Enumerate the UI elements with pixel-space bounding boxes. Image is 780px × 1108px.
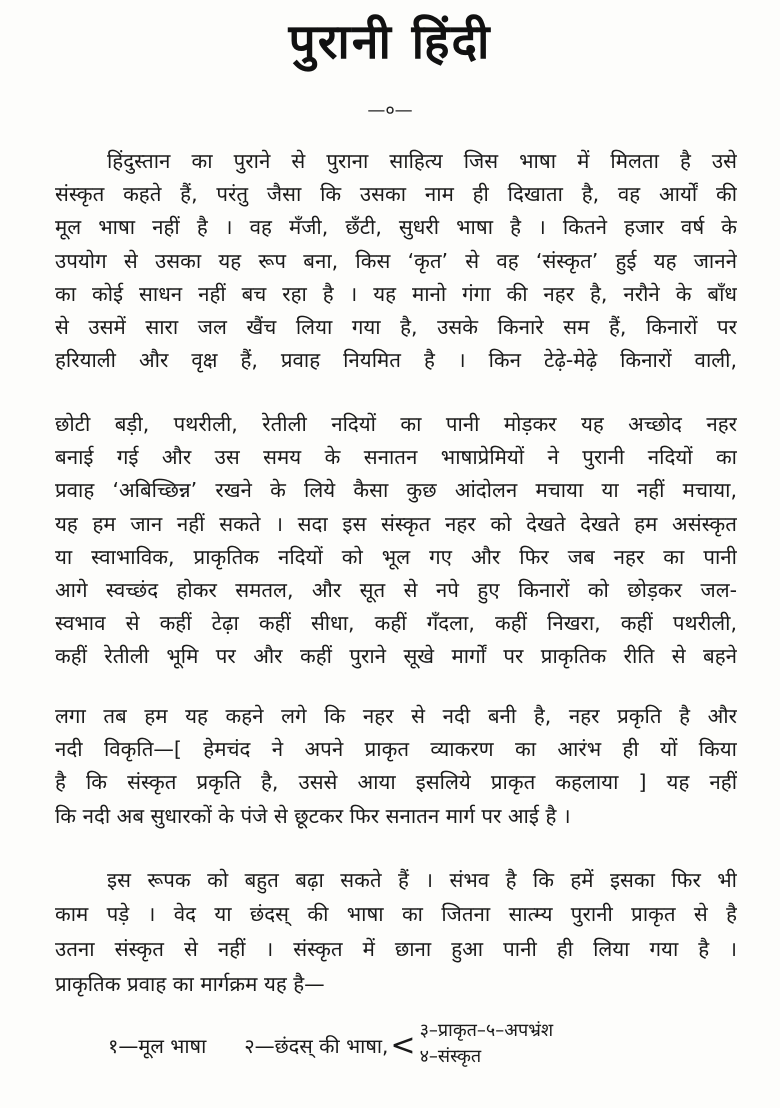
text-line: नदी विकृति—[ हेमचंद ने अपने प्राकृत व्याकरण का आरंभ ही यों किया xyxy=(55,737,737,762)
flow-branch xyxy=(420,1018,554,1070)
text-line: उतना संस्कृत से नहीं । संस्कृत में छाना हुआ पानी ही लिया गया है । xyxy=(55,937,737,962)
text-line: का कोई साधन नहीं बच रहा है । यह मानो गंगा की नहर है, नरौने के बाँध xyxy=(55,281,737,306)
text-line: हरियाली और वृक्ष हैं, प्रवाह नियमित है । किन टेढ़े-मेढ़े किनारों वाली, xyxy=(55,348,737,373)
branch-symbol: < xyxy=(390,1027,416,1063)
paragraph-2 xyxy=(55,864,737,1002)
separator: —०— xyxy=(367,100,413,121)
text-line: स्वभाव से कहीं टेढ़ा कहीं सीधा, कहीं गँदला, कहीं निखरा, कहीं पथरीली, xyxy=(55,611,737,636)
text-line: बनाई गई और उस समय के सनातन भाषाप्रेमियों ने पुरानी नदियों का xyxy=(55,445,737,470)
text-line: लगा तब हम यह कहने लगे कि नहर से नदी बनी है, नहर प्रकृति है और xyxy=(55,704,737,728)
text-line: कि नदी अब सुधारकों के पंजे से छूटकर फिर सनातन मार्ग पर आई है । xyxy=(55,803,571,828)
text-line: काम पड़े । वेद या छंदस् की भाषा का जितना सात्म्य पुरानी प्राकृत से है xyxy=(55,902,737,927)
text-line: संस्कृत कहते हैं, परंतु जैसा कि उसका नाम ही दिखाता है, वह आर्यों की xyxy=(55,182,737,207)
text-line: है कि संस्कृत प्रकृति है, उससे आया इसलिये प्राकृत कहलाया ] यह नहीं xyxy=(55,770,737,795)
text-line: यह हम जान नहीं सकते । सदा इस संस्कृत नहर को देखते देखते हम असंस्कृत xyxy=(55,511,737,536)
text-line: उपयोग से उसका यह रूप बना, किस ‘कृत’ से वह ‘संस्कृत’ हुई यह जानने xyxy=(55,248,737,273)
language-flow-diagram xyxy=(108,1020,553,1070)
text-line: हिंदुस्तान का पुराने से पुराना साहित्य जिस भाषा में मिलता है उसे xyxy=(107,149,737,173)
flow-step-2: २—छंदस् की भाषा, xyxy=(244,1033,389,1058)
text-line: प्राकृतिक प्रवाह का मार्गक्रम यह है— xyxy=(55,972,325,997)
text-line: इस रूपक को बहुत बढ़ा सकते हैं । संभव है कि हमें इसका फिर भी xyxy=(107,868,737,892)
flow-branch-lower: ४–संस्कृत xyxy=(419,1046,482,1067)
flow-step-1: १—मूल भाषा xyxy=(108,1033,207,1058)
text-line: प्रवाह ‘अबिच्छिन्न’ रखने के लिये कैसा कुछ आंदोलन मचाया या नहीं मचाया, xyxy=(55,478,737,503)
page-title: पुरानी हिंदी xyxy=(288,14,492,70)
text-line: छोटी बड़ी, पथरीली, रेतीली नदियों का पानी मोड़कर यह अच्छोद नहर xyxy=(55,412,737,436)
paragraph-1-part-3 xyxy=(55,700,737,833)
text-line: कहीं रेतीली भूमि पर और कहीं पुराने सूखे मार्गों पर प्राकृतिक रीति से बहने xyxy=(55,644,737,669)
paragraph-1-part-1 xyxy=(55,145,737,377)
text-line: या स्वाभाविक, प्राकृतिक नदियों को भूल गए और फिर जब नहर का पानी xyxy=(55,544,737,569)
paragraph-1-part-2 xyxy=(55,408,737,674)
text-line: मूल भाषा नहीं है । वह मँजी, छँटी, सुधरी भाषा है । कितने हजार वर्ष के xyxy=(55,215,737,240)
text-line: से उसमें सारा जल खैंच लिया गया है, उसके किनारे सम हैं, किनारों पर xyxy=(55,314,737,339)
text-line: आगे स्वच्छंद होकर समतल, और सूत से नपे हुए किनारों को छोड़कर जल- xyxy=(55,577,737,602)
flow-branch-upper: ३–प्राकृत–५–अपभ्रंश xyxy=(419,1020,554,1041)
